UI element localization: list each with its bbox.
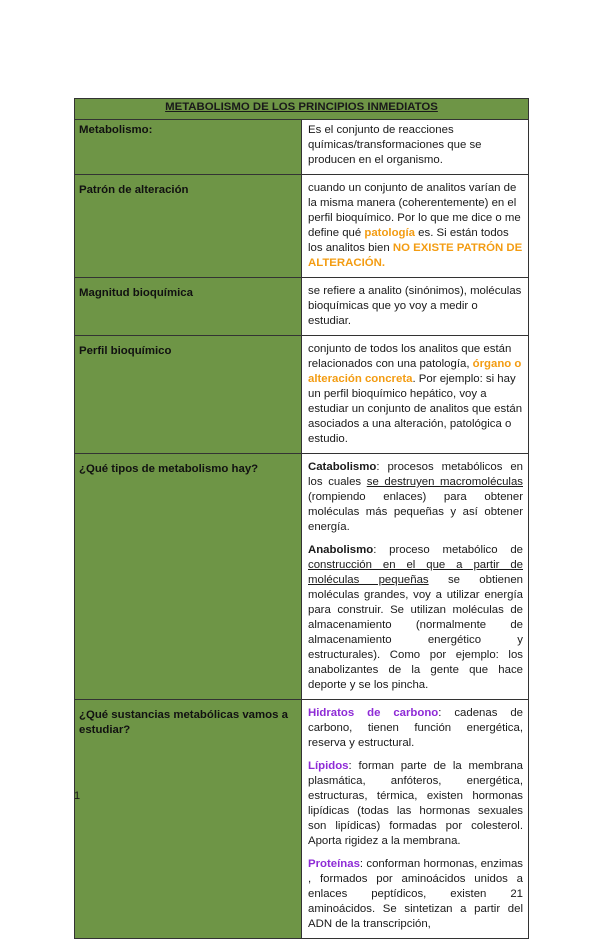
row-text: cuando un conjunto de analitos varían de la misma manera (coherentemente) en el perfil bioquímico. Por lo que me dice o me define qué patología es. Si están todos los analitos bien NO EXISTE PATRÓN DE ALTERACIÓN.: [302, 175, 529, 278]
row-label: Patrón de alteración: [75, 175, 302, 278]
row-text: [302, 700, 529, 939]
table-row: [75, 175, 529, 278]
row-label: ¿Qué sustancias metabólicas vamos a estudiar?: [75, 700, 302, 939]
table-row: [75, 120, 529, 175]
lipidos-paragraph: Lípidos: forman parte de la membrana plasmática, anfóteros, energética, estructuras, térmica, existen hormonas lipídicas (todas las hormonas sexuales son lipídicas) formadas por colesterol. Aporta rigidez a la membrana.: [308, 760, 523, 847]
table-row: [75, 336, 529, 454]
row-label: ¿Qué tipos de metabolismo hay?: [75, 454, 302, 700]
anabolismo-paragraph: Anabolismo: proceso metabólico de construcción en el que a partir de moléculas pequeñas se obtienen moléculas grandes, voy a utilizar energía para construir. Se utilizan moléculas de almacenamiento (normalmente de almacenamiento energético y estructurales). Como por ejemplo: los anabolizantes de la gente que hace deporte y se los pincha.: [308, 544, 523, 691]
row-label: Metabolismo:: [75, 120, 302, 175]
row-text: [302, 454, 529, 700]
table-row: [75, 454, 529, 700]
row-text: Es el conjunto de reacciones químicas/transformaciones que se producen en el organismo.: [302, 120, 529, 175]
hidratos-paragraph: Hidratos de carbono: cadenas de carbono, tienen función energética, reserva y estructural.: [308, 707, 523, 749]
row-label: Magnitud bioquímica: [75, 278, 302, 336]
row-label: Perfil bioquímico: [75, 336, 302, 454]
row-text: se refiere a analito (sinónimos), moléculas bioquímicas que yo voy a medir o estudiar.: [302, 278, 529, 336]
proteinas-paragraph: Proteínas: conforman hormonas, enzimas , formados por aminoácidos unidos a enlaces peptídicos, existen 21 aminoácidos. Se sintetizan a partir del ADN de la transcripción,: [308, 858, 523, 930]
page-number: 1: [74, 790, 81, 802]
highlight-no-patron: NO EXISTE PATRÓN DE ALTERACIÓN.: [308, 242, 523, 269]
table-row: [75, 278, 529, 336]
highlight-organo: órgano o alteración concreta: [308, 358, 522, 385]
highlight-patologia: patología: [364, 227, 415, 239]
catabolismo-paragraph: Catabolismo: procesos metabólicos en los cuales se destruyen macromoléculas (rompiendo enlaces) para obtener moléculas más pequeñas y así obtener energía.: [308, 461, 523, 533]
metabolism-table: [74, 98, 529, 939]
table-row: [75, 700, 529, 939]
row-text: conjunto de todos los analitos que están relacionados con una patología, órgano o alteración concreta. Por ejemplo: si hay un perfil bioquímico hepático, voy a estudiar un conjunto de analitos que están asociados a una alteración, patológica o estudio.: [302, 336, 529, 454]
table-title: METABOLISMO DE LOS PRINCIPIOS INMEDIATOS: [75, 99, 529, 120]
